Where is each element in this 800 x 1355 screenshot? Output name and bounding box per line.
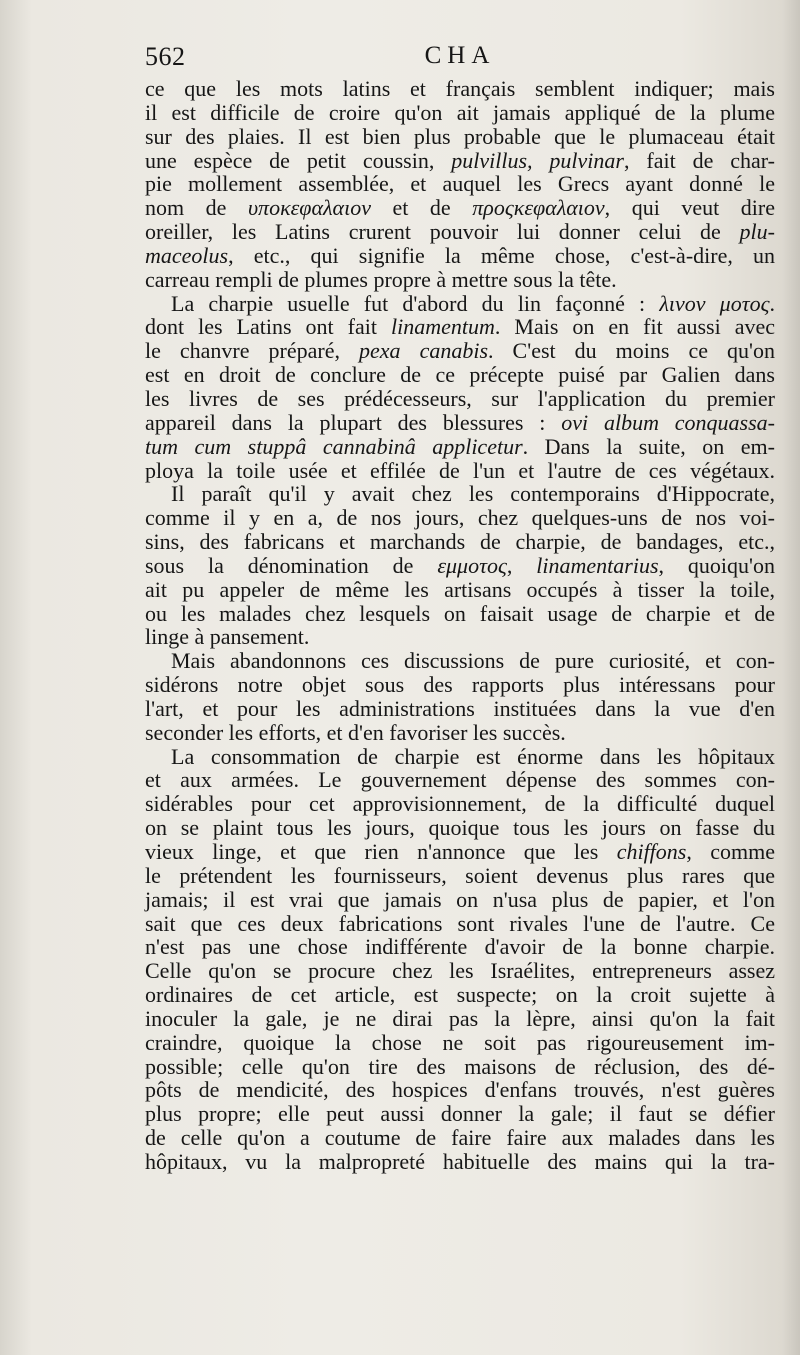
text-line [145,387,775,411]
text-line [145,1102,775,1126]
text-segment: . Mais on en fit aussi avec [494,314,776,340]
text-line [145,816,775,840]
text-segment: pôts de mendicité, des hospices d'enfans trouvés, n'est guères [145,1077,775,1103]
text-segment: . Dans la suite, on em- [522,433,775,459]
text-segment: et de [370,195,473,221]
italic-term: linamentarius [536,552,659,578]
italic-term: maceolus [145,242,229,268]
text-line [145,840,775,864]
text-line [145,578,775,602]
text-segment: est en droit de conclure de ce précepte puisé par Galien dans [145,362,775,388]
text-segment: ploya la toile usée et effilée de l'un et l'autre de ces végétaux. [145,457,775,483]
text-segment: Il paraît qu'il y avait chez les contemporains d'Hippocrate, [171,481,775,507]
italic-term: υποκεφαλαιον [247,195,371,221]
text-line [145,697,775,721]
text-segment: l'art, et pour les administrations instituées dans la vue d'en [145,695,775,721]
italic-term: pulvillus, pulvinar [451,147,624,173]
text-line [145,125,775,149]
text-segment: plus propre; elle peut aussi donner la gale; il faut se défier [145,1101,775,1127]
text-line [145,649,775,673]
page-header [145,42,775,76]
text-line [145,602,775,626]
text-line [145,673,775,697]
text-segment: possible; celle qu'on tire des maisons de réclusion, des dé- [145,1053,775,1079]
text-line [145,101,775,125]
text-line [145,745,775,769]
text-segment: on se plaint tous les jours, quoique tous les jours on fasse du [145,815,775,841]
text-line [145,1055,775,1079]
text-segment: carreau rempli de plumes propre à mettre sous la tête. [145,266,617,292]
page-number: 562 [145,42,186,71]
text-segment: , comme [686,839,775,864]
text-segment: craindre, quoique la chose ne soit pas rigoureusement im- [145,1029,775,1055]
text-segment: oreiller, les Latins crurent pouvoir lui donner celui de [145,219,740,245]
text-segment: sur des plaies. Il est bien plus probable que le plumaceau était [145,123,775,149]
text-segment: ordinaires de cet article, est suspecte; on la croit sujette à [145,982,775,1008]
text-line [145,1126,775,1150]
text-segment: sidérons notre objet sous des rapports plus intéressans pour [145,672,775,698]
text-line [145,339,775,363]
text-line [145,363,775,387]
text-line [145,983,775,1007]
text-segment: ait pu appeler de même les artisans occupés à tisser la toile, [145,576,775,602]
text-segment: La consommation de charpie est énorme dans les hôpitaux [171,743,775,769]
text-segment: le chanvre préparé, [145,338,360,364]
text-line [145,506,775,530]
text-line [145,244,775,268]
text-line [145,912,775,936]
text-segment: ou les malades chez lesquels on faisait usage de charpie et de [145,600,775,626]
text-segment: , quoiqu'on [658,552,776,578]
text-line [145,435,775,459]
text-line [145,220,775,244]
text-line [145,1007,775,1031]
text-segment: , qui veut dire [604,195,775,221]
body-text [145,77,775,1174]
italic-term: εμμοτος [437,552,507,578]
text-segment: il est difficile de croire qu'on ait jamais appliqué de la plume [145,99,775,125]
text-line [145,77,775,101]
text-segment: sait que ces deux fabrications sont rivales l'une de l'autre. Ce [145,910,775,936]
italic-term: προςκεφαλαιον [472,195,605,221]
text-segment: dont les Latins ont fait [145,314,391,340]
text-line [145,625,775,649]
text-line [145,768,775,792]
text-segment: linge à pansement. [145,624,310,650]
text-line [145,888,775,912]
text-segment: seconder les efforts, et d'en favoriser les succès. [145,719,566,745]
text-line [145,792,775,816]
text-segment: inoculer la gale, je ne dirai pas la lèpre, ainsi qu'on la fait [145,1005,775,1031]
text-line [145,292,775,316]
italic-term: λινον μοτος [659,290,770,316]
text-segment: , fait de char- [623,147,775,173]
text-line [145,411,775,435]
text-segment: ce que les mots latins et français semblent indiquer; mais [145,76,775,101]
text-segment: sins, des fabricans et marchands de charpie, de bandages, etc., [145,529,775,555]
text-segment: Mais abandonnons ces discussions de pure curiosité, et con- [171,648,775,674]
text-segment: n'est pas une chose indifférente d'avoir de la bonne charpie. [145,934,775,960]
text-line [145,1031,775,1055]
text-segment: et aux armées. Le gouvernement dépense des sommes con- [145,767,775,793]
text-segment: La charpie usuelle fut d'abord du lin façonné : [171,290,660,316]
italic-term: tum cum stuppâ cannabinâ applicetur [145,433,523,459]
text-line [145,959,775,983]
text-segment: le prétendent les fournisseurs, soient devenus plus rares que [145,862,775,888]
text-segment: sous la dénomination de [145,552,438,578]
page-edge-shadow [782,0,800,1355]
running-head: CHA [424,42,496,69]
text-line [145,721,775,745]
text-line [145,935,775,959]
italic-term: linamentum [390,314,495,340]
text-segment: sidérables pour cet approvisionnement, de la difficulté duquel [145,791,775,817]
text-segment: de celle qu'on a coutume de faire faire aux malades dans les [145,1125,775,1151]
text-segment: appareil dans la plupart des blessures : [145,409,562,435]
text-line [145,1078,775,1102]
text-line [145,554,775,578]
text-segment: nom de [145,195,248,221]
text-line [145,864,775,888]
text-segment: Celle qu'on se procure chez les Israélites, entrepreneurs assez [145,958,775,984]
text-segment: , etc., qui signifie la même chose, c'est-à-dire, un [228,242,775,268]
text-segment: . C'est du moins ce qu'on [488,338,776,364]
italic-term: pexa canabis [359,338,489,364]
text-line [145,268,775,292]
text-segment: vieux linge, et que rien n'annonce que les [145,839,617,864]
text-line [145,315,775,339]
text-line [145,149,775,173]
text-segment: hôpitaux, vu la malpropreté habituelle des mains qui la tra- [145,1148,775,1174]
text-line [145,172,775,196]
italic-term: plu- [739,219,775,245]
text-segment: une espèce de petit coussin, [145,147,452,173]
text-line [145,196,775,220]
italic-term: ovi album conquassa- [561,409,775,435]
text-line [145,1150,775,1174]
text-segment: . [769,290,776,316]
text-segment: jamais; il est vrai que jamais on n'usa plus de papier, et l'on [145,886,775,912]
text-segment: pie mollement assemblée, et auquel les Grecs ayant donné le [145,171,775,197]
text-segment: les livres de ses prédécesseurs, sur l'application du premier [145,385,775,411]
text-segment: , [506,552,537,578]
italic-term: chiffons [616,839,687,864]
text-line [145,482,775,506]
text-line [145,530,775,554]
text-line [145,459,775,483]
text-segment: comme il y en a, de nos jours, chez quelques-uns de nos voi- [145,505,775,531]
